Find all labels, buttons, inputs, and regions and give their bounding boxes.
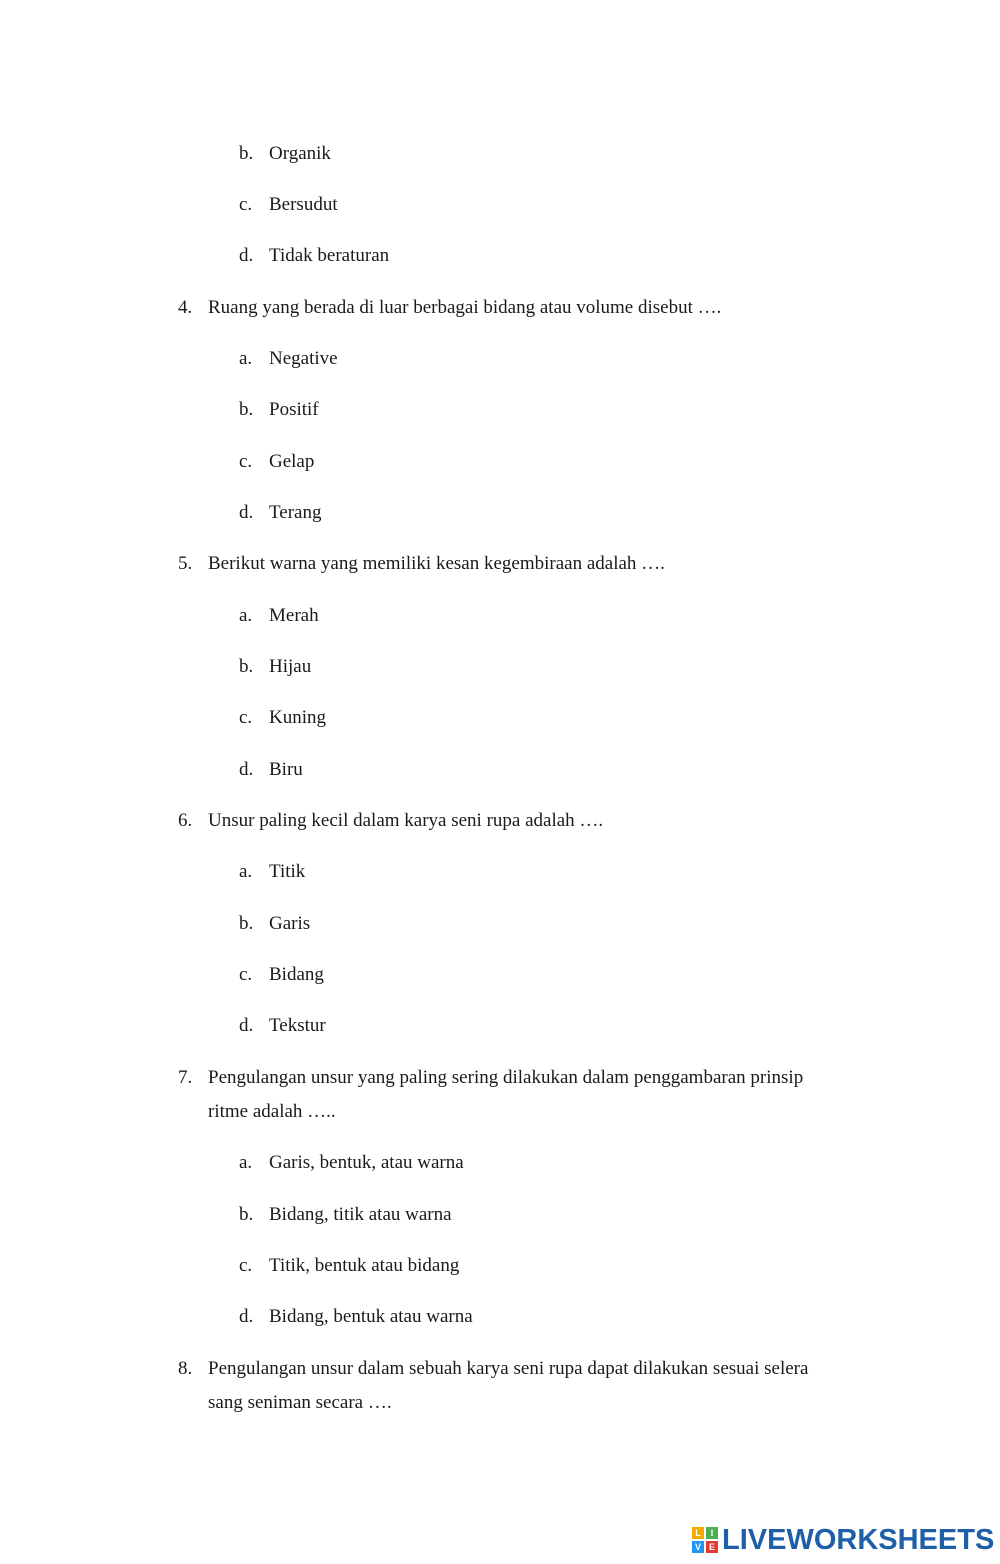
option-text: Garis [269, 913, 311, 934]
option-text: Garis, bentuk, atau warna [269, 1152, 464, 1173]
option-letter: b. [239, 399, 254, 420]
liveworksheets-mark-icon [692, 1527, 718, 1553]
option-text: Bidang [269, 964, 324, 985]
option-text: Positif [269, 399, 319, 420]
question-text: ritme adalah ….. [208, 1101, 336, 1122]
option-letter: c. [239, 194, 253, 215]
option-letter: a. [239, 861, 253, 882]
option-text: Hijau [269, 656, 312, 677]
option-letter: a. [239, 348, 253, 369]
option-letter: d. [239, 1306, 254, 1327]
option-text: Organik [269, 143, 331, 164]
option-letter: c. [239, 451, 253, 472]
question-text: Ruang yang berada di luar berbagai bidang atau volume disebut …. [208, 297, 722, 318]
option-text: Terang [269, 502, 322, 523]
option-letter: d. [239, 245, 254, 266]
option-text: Titik [269, 861, 306, 882]
liveworksheets-logo [692, 1524, 994, 1556]
logo-text: LIVEWORKSHEETS [722, 1523, 995, 1556]
option-letter: c. [239, 707, 253, 728]
question-number: 7. [178, 1067, 193, 1088]
question-text: sang seniman secara …. [208, 1392, 392, 1413]
question-number: 6. [178, 810, 193, 831]
mark-cell: L [692, 1527, 704, 1539]
option-letter: b. [239, 143, 254, 164]
option-text: Biru [269, 759, 303, 780]
option-text: Kuning [269, 707, 326, 728]
option-letter: d. [239, 759, 254, 780]
question-text: Berikut warna yang memiliki kesan kegembiraan adalah …. [208, 553, 665, 574]
option-text: Bidang, bentuk atau warna [269, 1306, 473, 1327]
option-letter: d. [239, 502, 254, 523]
mark-cell: V [692, 1541, 704, 1553]
option-text: Negative [269, 348, 338, 369]
option-text: Titik, bentuk atau bidang [269, 1255, 460, 1276]
option-text: Merah [269, 605, 319, 626]
option-letter: d. [239, 1015, 254, 1036]
question-number: 5. [178, 553, 193, 574]
option-letter: c. [239, 1255, 253, 1276]
question-number: 4. [178, 297, 193, 318]
option-text: Bersudut [269, 194, 338, 215]
option-letter: a. [239, 605, 253, 626]
option-letter: b. [239, 656, 254, 677]
option-letter: b. [239, 1204, 254, 1225]
option-text: Tekstur [269, 1015, 326, 1036]
option-letter: a. [239, 1152, 253, 1173]
option-letter: c. [239, 964, 253, 985]
mark-cell: E [706, 1541, 718, 1553]
question-text: Unsur paling kecil dalam karya seni rupa adalah …. [208, 810, 604, 831]
option-text: Bidang, titik atau warna [269, 1204, 452, 1225]
option-text: Tidak beraturan [269, 245, 390, 266]
option-letter: b. [239, 913, 254, 934]
mark-cell: I [706, 1527, 718, 1539]
option-text: Gelap [269, 451, 315, 472]
question-text: Pengulangan unsur yang paling sering dilakukan dalam penggambaran prinsip [208, 1067, 804, 1088]
question-text: Pengulangan unsur dalam sebuah karya seni rupa dapat dilakukan sesuai selera [208, 1358, 809, 1379]
question-number: 8. [178, 1358, 193, 1379]
